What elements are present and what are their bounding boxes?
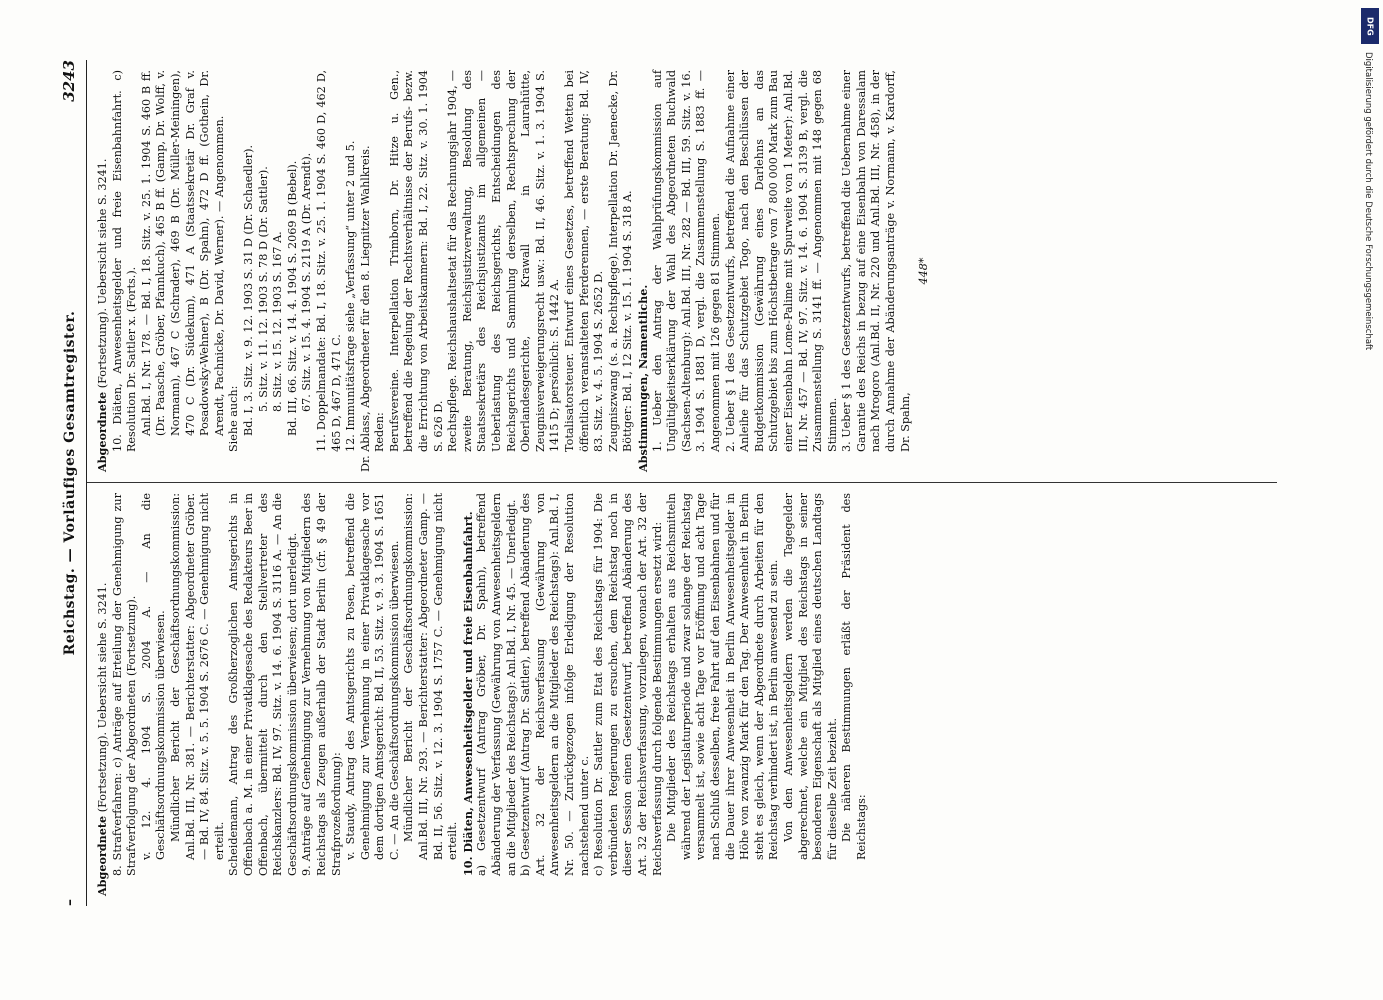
right-entry: Siehe auch: [227, 385, 241, 452]
page-number: 3243 [60, 60, 78, 102]
left-entry: v. Staudy, Antrag des Amtsgerichts zu Posen, betreffend die Genehmigung zur Vernehmung in einer Privatklagesache vor dem dortigen Amtsgericht: Bd. II, 53. Sitz. v. 9. 3. 1904 S. 1651 C. — An die Geschäftsordnungskommission überwiesen. [344, 493, 401, 860]
right-intro [95, 70, 111, 472]
right-intro-heading: Abgeordnete [95, 391, 109, 472]
right-entry: Zeugniszwang (s. a. Rechtspflege). Interpellation Dr. Jaenecke, Dr. Böttger: Bd. I, 12 Sitz. v. 15. 1. 1904 S. 318 A. [606, 70, 635, 452]
right-entry: Reden: [373, 412, 387, 452]
left-entry: 9. Anträge auf Genehmigung zur Vernehmung von Mitgliedern des Reichstags als Zeugen außerhalb der Stadt Berlin (cfr. § 49 der Strafprozeßordnung): [300, 493, 343, 876]
left-intro [95, 493, 111, 896]
left-entry: 8. Strafverfahren: c) Anträge auf Erteilung der Genehmigung zur Strafverfolgung der Abgeordneten (Fortsetzung). [110, 493, 139, 876]
dfg-logo-icon: DFG [1361, 8, 1379, 44]
left-entry: v. 12. 4. 1904 S. 2004 A. — An die Geschäftsordnungskommission überwiesen. [139, 493, 168, 860]
right-entry: 2. Ueber § 1 des Gesetzentwurfs, betreffend die Aufnahme einer Anleihe für das Schutzgebiet Togo, nach den Beschlüssen der Budgetkommission (Gewährung eines Darlehns an das Schutzgebiet bis zum Höchstbetrage von 7 800 000 Mark zum Bau einer Eisenbahn Lome-Palime mit Spurweite von 1 Meter): Anl.Bd. III, Nr. 457 — Bd. IV, 97. Sitz. v. 14. 6. 1904 S. 3139 B, vergl. die Zusammenstellung S. 3141 ff. — Angenommen mit 148 gegen 68 Stimmen. [723, 70, 839, 452]
left-entry: c) Resolution Dr. Sattler zum Etat des Reichstags für 1904: Die verbündeten Regierungen zu ersuchen, dem Reichstag noch in dieser Session einen Gesetzentwurf, betreffend Abänderung des Art. 32 der Reichsverfassung, vorzulegen, wonach der Art. 32 der Reichsverfassung durch folgende Bestimmungen ersetzt wird: [592, 493, 664, 876]
right-entry: 67. Sitz. v. 15. 4. 1904 S. 2119 A (Dr. Arendt). [300, 152, 314, 412]
right-entry: 12. Immunitätsfrage siehe „Verfassung“ unter 2 und 5. [344, 140, 358, 452]
right-entry: Bd. I, 3. Sitz. v. 9. 12. 1903 S. 31 D (Dr. Schaedler). [241, 144, 255, 436]
left-column [87, 483, 1277, 906]
right-entry: 11. Doppelmandate: Bd. I, 18. Sitz. v. 25. 1. 1904 S. 460 D, 462 D, 465 D, 467 D, 471 C. [314, 70, 343, 452]
left-intro-text: (Fortsetzung). Uebersicht siehe S. 3241. [96, 582, 109, 816]
funding-note: Digitalisierung gefördert durch die Deutsche Forschungsgemeinschaft [1363, 52, 1373, 351]
running-header [60, 60, 87, 906]
right-entry: 5. Sitz. v. 11. 12. 1903 S. 78 D (Dr. Sattler). [256, 166, 270, 412]
right-entry: 3. Ueber § 1 des Gesetzentwurfs, betreffend die Uebernahme einer Garantie des Reichs in bezug auf eine Eisenbahn von Daressalam nach Mrogoro (Anl.Bd. II, Nr. 220 und Anl.Bd. III, Nr. 458), in der durch Annahme der Abänderungsanträge v. Normann, v. Kardorff, Dr. Spahn, [840, 70, 912, 452]
two-column-body [87, 60, 1277, 906]
right-member-entry: Dr. Ablass, Abgeordneter für den 8. Liegnitzer Wahlkreis. [358, 145, 372, 472]
left-section-heading: 10. Diäten, Anwesenheitsgelder und freie Eisenbahnfahrt. [460, 511, 475, 876]
left-entry: b) Gesetzentwurf (Antrag Dr. Sattler), betreffend Abänderung des Art. 32 der Reichsverfassung (Gewährung von Anwesenheitsgeldern an die Mitglieder des Reichstags): Anl.Bd. I, Nr. 50. — Zurückgezogen infolge Erledigung der Resolution nachstehend unter c. [519, 493, 591, 876]
left-entry: Mündlicher Bericht der Geschäftsordnungskommission: Anl.Bd. III, Nr. 293. — Berichterstatter: Abgeordneter Gamp. — Bd. II, 56. Sitz. v. 12. 3. 1904 S. 1757 C. — Genehmigung nicht erteilt. [402, 493, 460, 860]
right-entry: 10. Diäten, Anwesenheitsgelder und freie Eisenbahnfahrt. c) Resolution Dr. Sattler x. (Forts.). [110, 70, 139, 452]
right-entry: 1. Ueber den Antrag der Wahlprüfungskommission auf Ungültigkeitserklärung der Wahl des Abgeordneten Buchwald (Sachsen-Altenburg): Anl.Bd. III, Nr. 282 — Bd. III, 59. Sitz. v. 16. 3. 1904 S. 1881 D, vergl. die Zusammenstellung S. 1883 ff. — Angenommen mit 126 gegen 81 Stimmen. [650, 70, 722, 452]
right-entry: Rechtspflege. Reichshaushaltsetat für das Rechnungsjahr 1904, — zweite Beratung, Reichsjustizverwaltung, Besoldung des Staatssekretärs des Reichsjustizamts im allgemeinen — Ueberlastung des Reichsgerichts, Entscheidungen des Reichsgerichts und Sammlung derselben, Rechtsprechung der Oberlandesgerichte, Krawall in Laurahütte, Zeugnisverweigerungsrecht usw.: Bd. II, 46. Sitz. v. 1. 3. 1904 S. 1415 D; persönlich: S. 1442 A. [446, 70, 562, 452]
right-entry: 8. Sitz. v. 15. 12. 1903 S. 167 A. [271, 231, 285, 412]
printer-signature: 448* [917, 257, 931, 285]
left-entry: Die näheren Bestimmungen erläßt der Präsident des Reichstags: [840, 493, 868, 860]
header-title: Reichstag. — Vorläufiges Gesamtregister. [62, 310, 78, 656]
right-entry: Bd. III, 66. Sitz. v. 14. 4. 1904 S. 2069 B (Bebel). [285, 160, 299, 436]
right-column [87, 60, 1277, 483]
right-entry: Anl.Bd. I, Nr. 178. — Bd. I, 18. Sitz. v. 25. 1. 1904 S. 460 B ff. (Dr. Paasche, Gröber, Pfannkuch), 465 B ff. (Gamp, Dr. Wolff, v. Normann), 467 C (Schrader), 469 B (Dr. Müller-Meiningen), 470 C (Dr. Südekum), 471 A (Staatssekretär Dr. Graf v. Posadowsky-Wehner), B (Dr. Spahn), 472 D ff. (Gothein, Dr. Arendt, Pachnicke, Dr. David, Werner). — Angenommen. [139, 70, 226, 436]
right-section-heading: Abstimmungen, Namentliche. [635, 284, 650, 472]
left-intro-heading: Abgeordnete [95, 815, 109, 896]
funding-sidebar [1359, 8, 1381, 998]
left-entry: Die Mitglieder des Reichstags erhalten aus Reichsmitteln während der Legislaturperiode und zwar solange der Reichstag versammelt ist, sowie acht Tage vor Eröffnung und acht Tage nach Schluß desselben, freie Fahrt auf den Eisenbahnen und für die Dauer ihrer Anwesenheit in Berlin Anwesenheitsgelder in Höhe von zwanzig Mark für den Tag. Der Anwesenheit in Berlin steht es gleich, wenn der Abgeordnete durch Arbeiten für den Reichstag verhindert ist, in Berlin anwesend zu sein. [665, 493, 781, 860]
left-entry: Von den Anwesenheitsgeldern werden die Tagegelder abgerechnet, welche ein Mitglied des Reichstags in seiner besonderen Eigenschaft als Mitglied eines deutschen Landtags für dieselbe Zeit bezieht. [781, 493, 839, 860]
right-entry: Berufsvereine. Interpellation Trimborn, Dr. Hitze u. Gen., betreffend die Regelung der Rechtsverhältnisse der Berufs- bezw. die Errichtung von Arbeitskammern: Bd. I, 22. Sitz. v. 30. 1. 1904 S. 626 D. [387, 70, 445, 452]
left-entry: a) Gesetzentwurf (Antrag Gröber, Dr. Spahn), betreffend Abänderung der Verfassung (Gewährung von Anwesenheitsgeldern an die Mitglieder des Reichstags): Anl.Bd. I, Nr. 45. — Unerledigt. [475, 493, 518, 876]
left-entry: Scheidemann, Antrag des Großherzoglichen Amtsgerichts in Offenbach a. M. in einer Privatklagesache des Redakteurs Beer in Offenbach, übermittelt durch den Stellvertreter des Reichskanzlers: Bd. IV, 97. Sitz. v. 14. 6. 1904 S. 3116 A. — An die Geschäftsordnungskommission überwiesen; dort unerledigt. [227, 493, 299, 876]
left-entry: Mündlicher Bericht der Geschäftsordnungskommission: Anl.Bd. III, Nr. 381. — Berichterstatter: Abgeordneter Gröber. — Bd. IV, 84. Sitz. v. 5. 5. 1904 S. 2676 C. — Genehmigung nicht erteilt. [168, 493, 226, 860]
header-dash: – [62, 899, 78, 906]
right-intro-text: (Fortsetzung). Uebersicht siehe S. 3241. [96, 158, 109, 392]
right-entry: Totalisatorsteuer. Entwurf eines Gesetzes, betreffend Wetten bei öffentlich veranstalteten Pferderennen, — erste Beratung: Bd. IV, 83. Sitz. v. 4. 5. 1904 S. 2652 D. [563, 70, 606, 452]
